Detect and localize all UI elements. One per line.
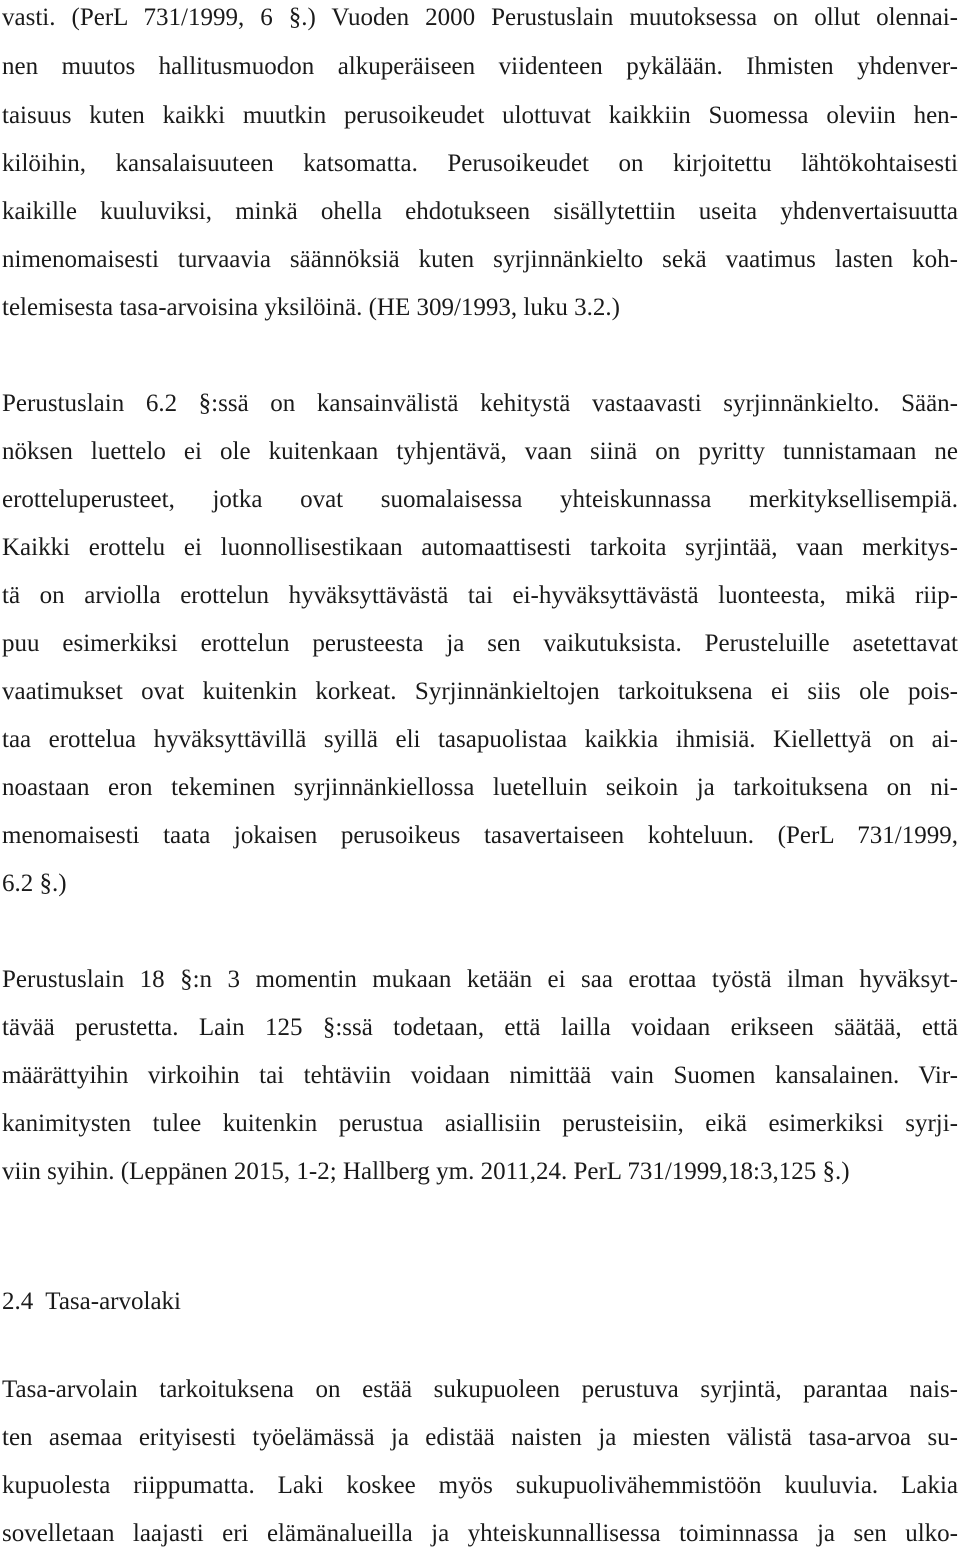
text-line: puu esimerkiksi erottelun perusteesta ja sen vaikutuksista. Perusteluille asetettavat bbox=[2, 630, 958, 657]
text-line: viin syihin. (Leppänen 2015, 1-2; Hallberg ym. 2011,24. PerL 731/1999,18:3,125 §.) bbox=[2, 1158, 850, 1185]
text-line: Kaikki erottelu ei luonnollisestikaan automaattisesti tarkoita syrjintää, vaan merkitys- bbox=[2, 534, 958, 561]
text-line: Perustuslain 6.2 §:ssä on kansainvälistä kehitystä vastaavasti syrjinnänkielto. Sään- bbox=[2, 390, 958, 417]
text-line: taisuus kuten kaikki muutkin perusoikeudet ulottuvat kaikkiin Suomessa oleviin hen- bbox=[2, 102, 958, 129]
section-heading: 2.4 Tasa-arvolaki bbox=[2, 1288, 181, 1315]
text-line: vasti. (PerL 731/1999, 6 §.) Vuoden 2000 Perustuslain muutoksessa on ollut olennai- bbox=[2, 4, 958, 31]
text-line: kanimitysten tulee kuitenkin perustua asiallisiin perusteisiin, eikä esimerkiksi syrji- bbox=[2, 1110, 958, 1137]
text-line: vaatimukset ovat kuitenkin korkeat. Syrjinnänkieltojen tarkoituksena ei siis ole pois- bbox=[2, 678, 958, 705]
text-line: erotteluperusteet, jotka ovat suomalaisessa yhteiskunnassa merkityksellisempiä. bbox=[2, 486, 958, 513]
text-line: telemisesta tasa-arvoisina yksilöinä. (HE 309/1993, luku 3.2.) bbox=[2, 294, 620, 321]
text-line: noastaan eron tekeminen syrjinnänkiellossa luetelluin seikoin ja tarkoituksena on ni- bbox=[2, 774, 958, 801]
text-line: ten asemaa erityisesti työelämässä ja edistää naisten ja miesten välistä tasa-arvoa su- bbox=[2, 1424, 958, 1451]
text-line: tä on arviolla erottelun hyväksyttävästä tai ei-hyväksyttävästä luonteesta, mikä riip- bbox=[2, 582, 958, 609]
text-line: nimenomaisesti turvaavia säännöksiä kuten syrjinnänkielto sekä vaatimus lasten koh- bbox=[2, 246, 958, 273]
text-line: kilöihin, kansalaisuuteen katsomatta. Perusoikeudet on kirjoitettu lähtökohtaisesti bbox=[2, 150, 958, 177]
text-line: Tasa-arvolain tarkoituksena on estää sukupuoleen perustuva syrjintä, parantaa nais- bbox=[2, 1376, 958, 1403]
text-line: nen muutos hallitusmuodon alkuperäiseen viidenteen pykälään. Ihmisten yhdenver- bbox=[2, 53, 958, 80]
text-line: 6.2 §.) bbox=[2, 870, 67, 897]
text-line: kaikille kuuluviksi, minkä ohella ehdotukseen sisällytettiin useita yhdenvertaisuutta bbox=[2, 198, 958, 225]
text-line: nöksen luettelo ei ole kuitenkaan tyhjentävä, vaan siinä on pyritty tunnistamaan ne bbox=[2, 438, 958, 465]
text-line: kupuolesta riippumatta. Laki koskee myös sukupuolivähemmistöön kuuluvia. Lakia bbox=[2, 1472, 958, 1499]
text-line: taa erottelua hyväksyttävillä syillä eli tasapuolistaa kaikkia ihmisiä. Kiellettyä on ai- bbox=[2, 726, 958, 753]
text-line: määrättyihin virkoihin tai tehtäviin voidaan nimittää vain Suomen kansalainen. Vir- bbox=[2, 1062, 958, 1089]
text-line: sovelletaan laajasti eri elämänalueilla ja yhteiskunnallisessa toiminnassa ja sen ulko- bbox=[2, 1520, 958, 1547]
text-line: Perustuslain 18 §:n 3 momentin mukaan ketään ei saa erottaa työstä ilman hyväksyt- bbox=[2, 966, 958, 993]
text-line: menomaisesti taata jokaisen perusoikeus tasavertaiseen kohteluun. (PerL 731/1999, bbox=[2, 822, 958, 849]
text-line: tävää perustetta. Lain 125 §:ssä todetaan, että lailla voidaan erikseen säätää, että bbox=[2, 1014, 958, 1041]
